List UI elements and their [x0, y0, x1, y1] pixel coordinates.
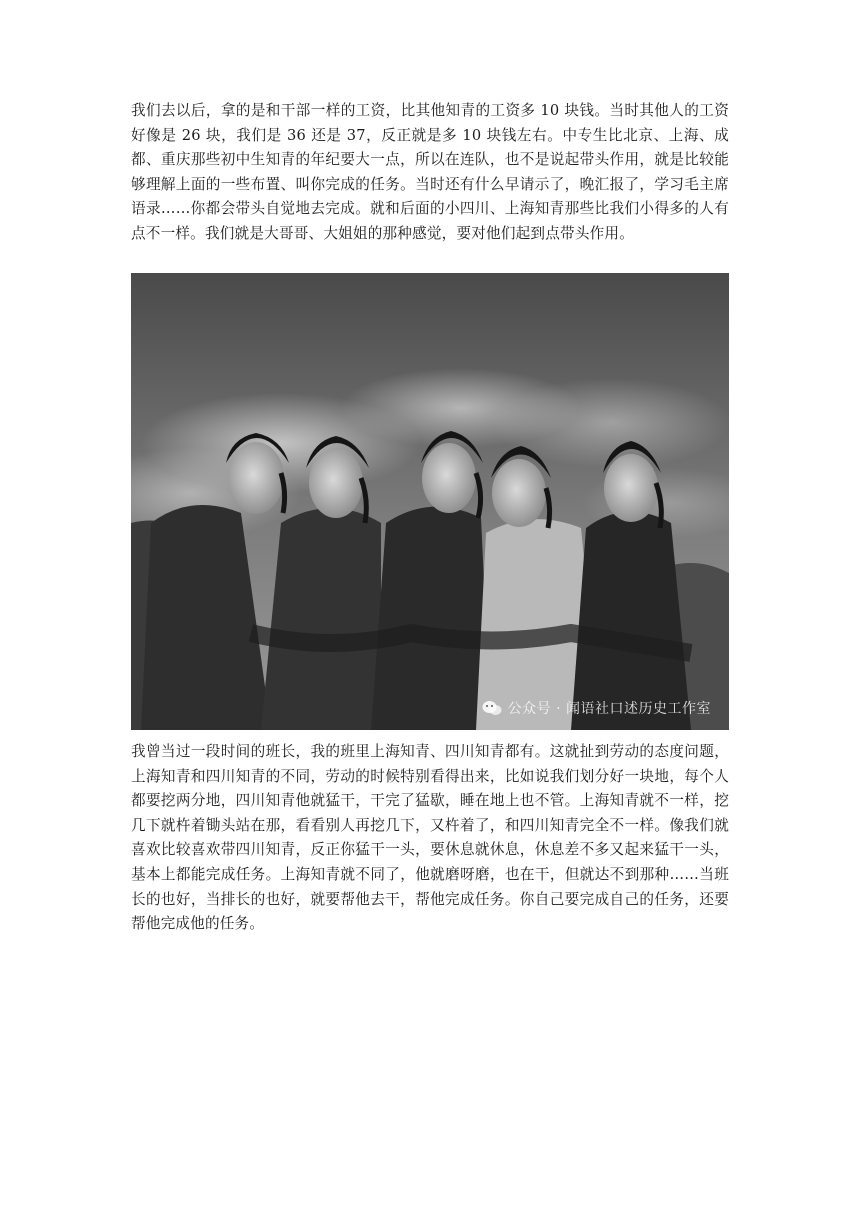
paragraph-2: 我曾当过一段时间的班长，我的班里上海知青、四川知青都有。这就扯到劳动的态度问题，上海知青和四川知青的不同，劳动的时候特别看得出来，比如说我们划分好一块地，每个人都要挖两分地，四川知青他就猛干，干完了猛歇，睡在地上也不管。上海知青就不一样，挖几下就杵着锄头站在那，看看别人再挖几下，又杵着了，和四川知青完全不一样。像我们就喜欢比较喜欢带四川知青，反正你猛干一头，要休息就休息，休息差不多又起来猛干一头，基本上都能完成任务。上海知青就不同了，他就磨呀磨，也在干，但就达不到那种……当班长的也好，当排长的也好，就要帮他去干，帮他完成任务。你自己要完成自己的任务，还要帮他完成他的任务。: [131, 743, 729, 933]
watermark-text: 公众号 · 闻语社口述历史工作室: [507, 701, 711, 717]
wechat-icon: [482, 700, 502, 716]
photo-watermark: [482, 698, 711, 718]
historical-photo: [131, 273, 729, 730]
photo-illustration: [131, 273, 729, 730]
paragraph-1: 我们去以后，拿的是和干部一样的工资，比其他知青的工资多 10 块钱。当时其他人的工资好像是 26 块，我们是 36 还是 37，反正就是多 10 块钱左右。中专生比北京、上海、成都、重庆那些初中生知青的年纪要大一点，所以在连队，也不是说起带头作用，就是比较能够理解上面的一些布置、叫你完成的任务。当时还有什么早请示了，晚汇报了，学习毛主席语录……你都会带头自觉地去完成。就和后面的小四川、上海知青那些比我们小得多的人有点不一样。我们就是大哥哥、大姐姐的那种感觉，要对他们起到点带头作用。: [131, 102, 729, 242]
